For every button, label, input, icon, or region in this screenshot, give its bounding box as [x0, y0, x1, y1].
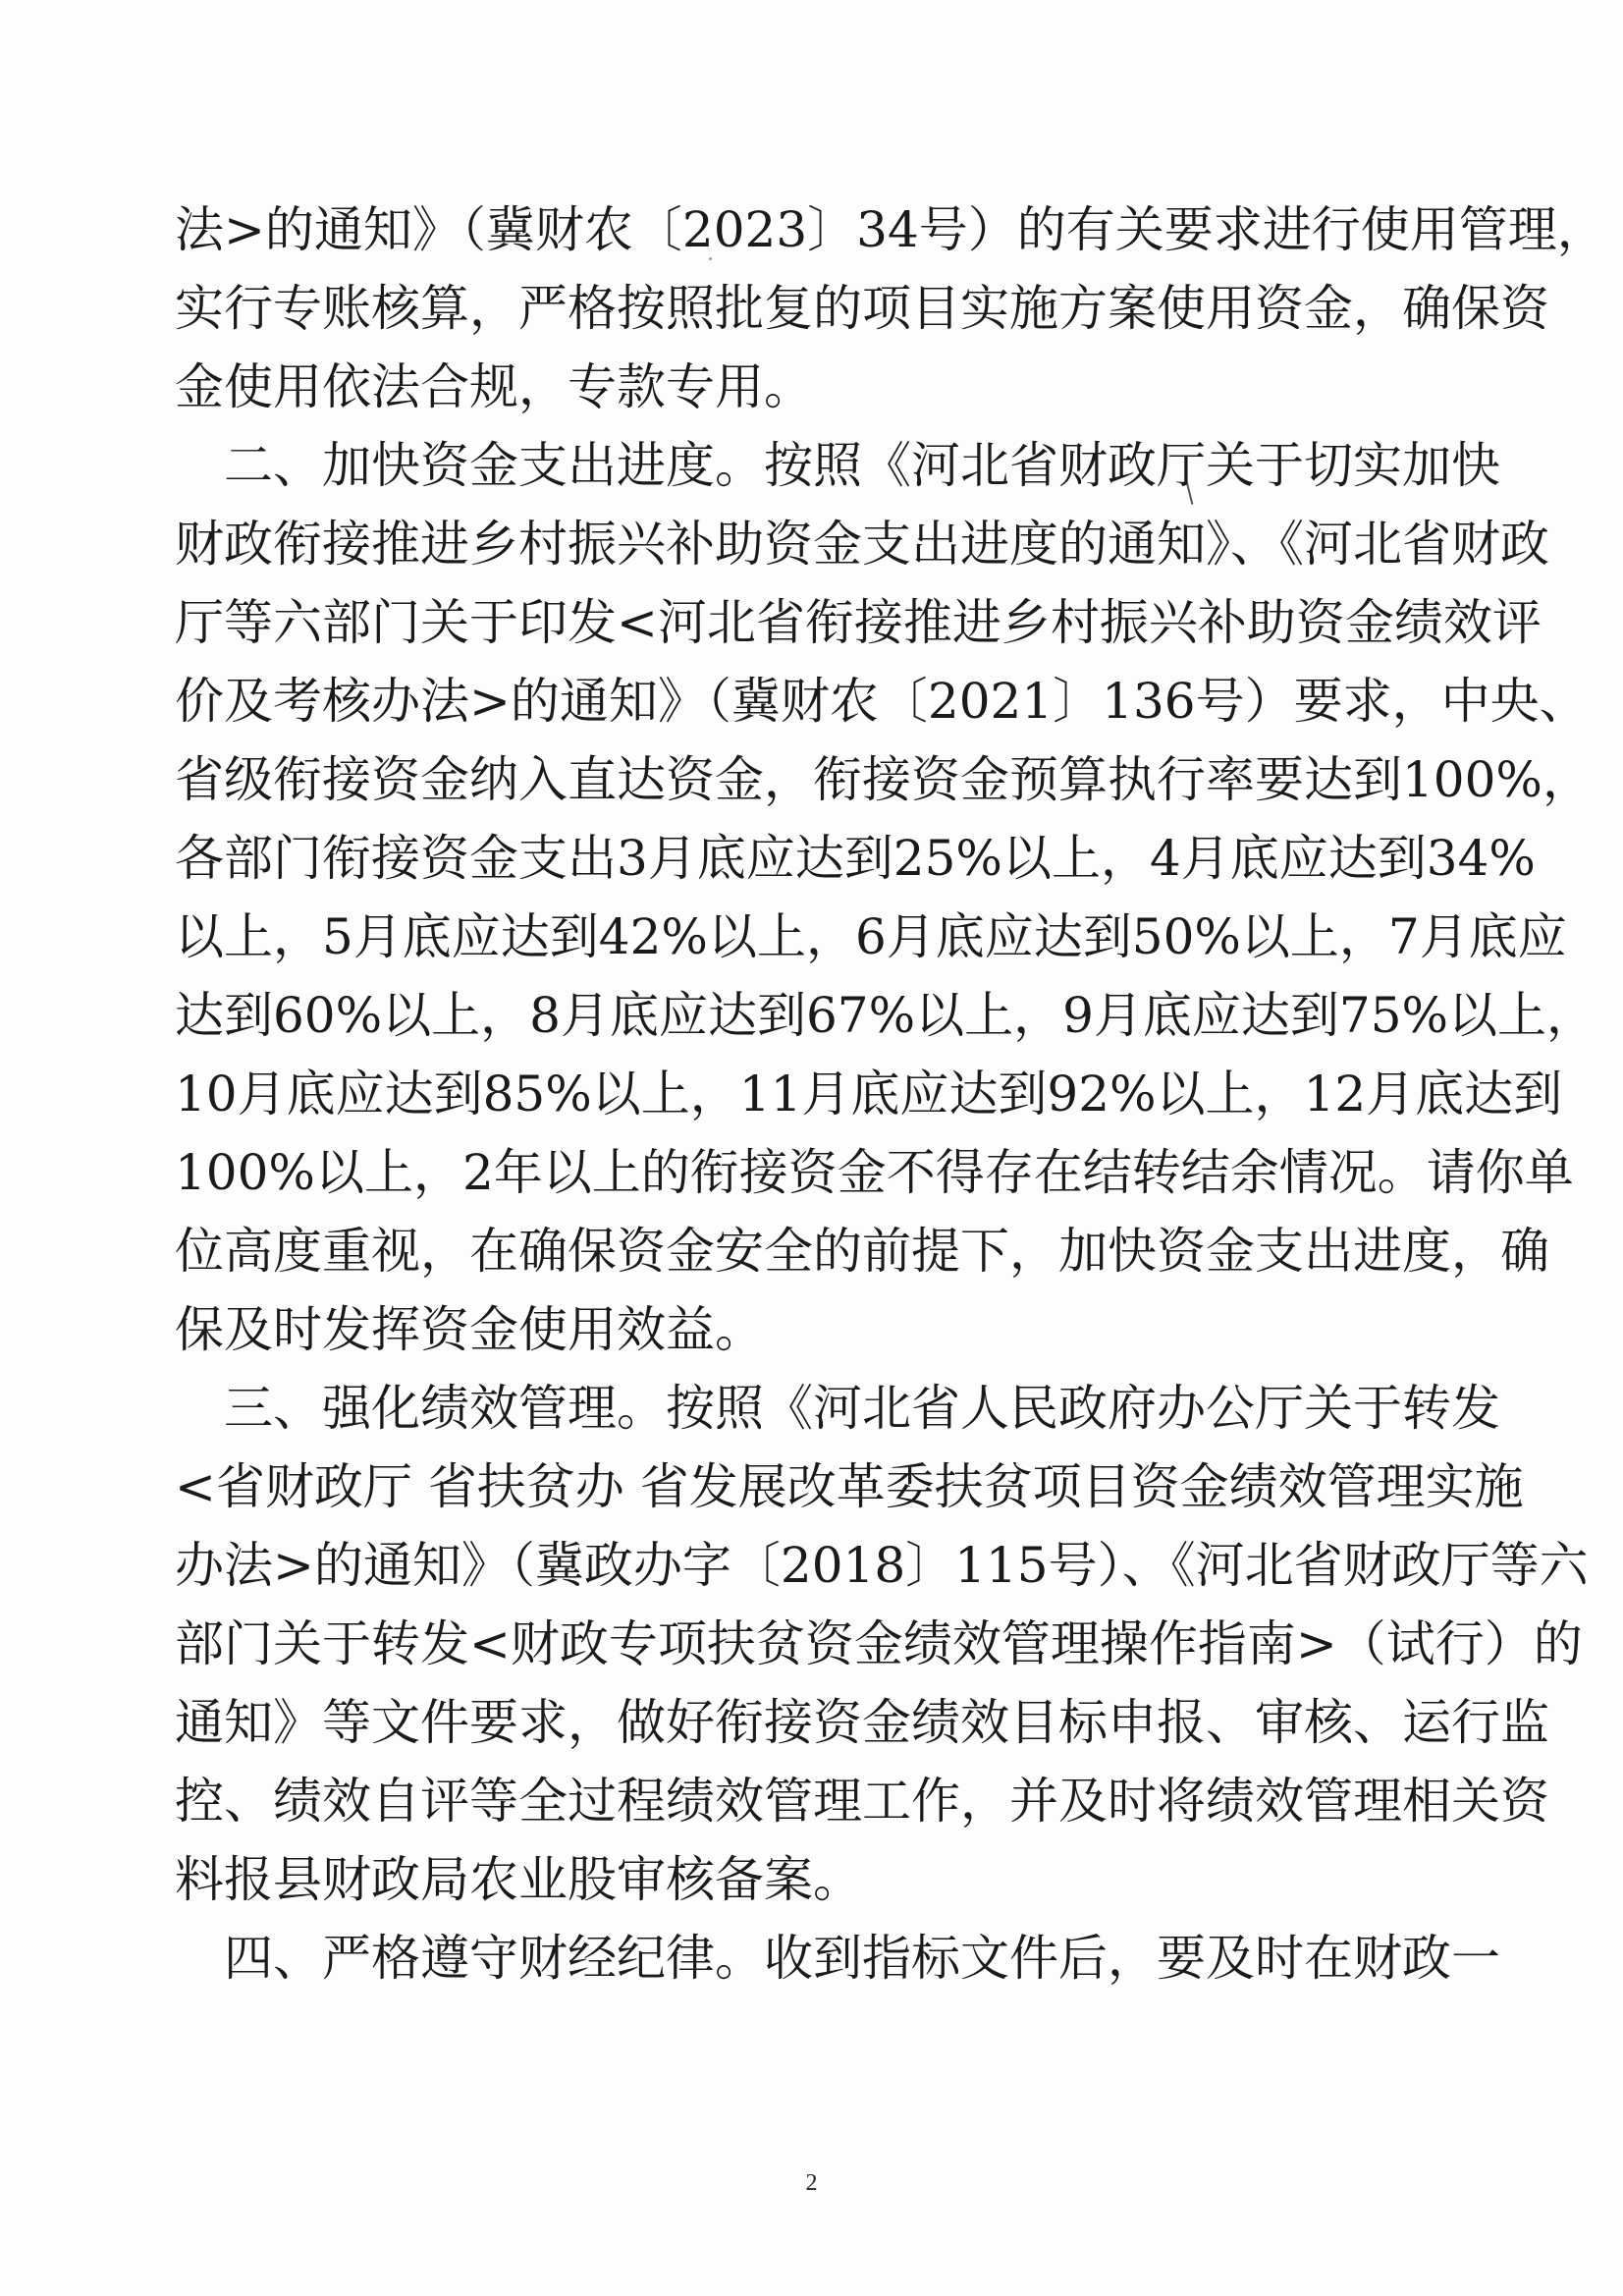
- body-line-11: 达到60%以上，8月底应达到67%以上，9月底应达到75%以上，: [175, 987, 1596, 1044]
- body-line-2: 实行专账核算，严格按照批复的项目实施方案使用资金，确保资: [175, 280, 1549, 337]
- body-line-19: 部门关于转发<财政专项扶贫资金绩效管理操作指南>（试行）的: [175, 1615, 1583, 1672]
- body-line-13: 100%以上，2年以上的衔接资金不得存在结转结余情况。请你单: [175, 1144, 1574, 1201]
- body-line-5: 财政衔接推进乡村振兴补助资金支出进度的通知》、《河北省财政: [175, 516, 1549, 573]
- body-line-12: 10月底应达到85%以上，11月底应达到92%以上，12月底达到: [175, 1066, 1563, 1122]
- body-line-10: 以上，5月底应达到42%以上，6月底应达到50%以上，7月底应: [175, 908, 1567, 965]
- body-line-7: 价及考核办法>的通知》（冀财农〔2021〕136号）要求，中央、: [175, 673, 1589, 730]
- body-line-23: 四、严格遵守财经纪律。收到指标文件后，要及时在财政一: [175, 1930, 1500, 1987]
- body-line-16: 三、强化绩效管理。按照《河北省人民政府办公厅关于转发: [175, 1380, 1500, 1437]
- body-line-3: 金使用依法合规，专款专用。: [175, 358, 813, 415]
- body-line-17: <省财政厅 省扶贫办 省发展改革委扶贫项目资金绩效管理实施: [175, 1458, 1524, 1515]
- body-line-18: 办法>的通知》（冀政办字〔2018〕115号）、《河北省财政厅等六: [175, 1537, 1589, 1594]
- body-line-6: 厅等六部门关于印发<河北省衔接推进乡村振兴补助资金绩效评: [175, 594, 1542, 651]
- body-line-1: 法>的通知》（冀财农〔2023〕34号）的有关要求进行使用管理，: [175, 201, 1606, 258]
- body-line-9: 各部门衔接资金支出3月底应达到25%以上，4月底应达到34%: [175, 830, 1536, 887]
- body-line-20: 通知》等文件要求，做好衔接资金绩效目标申报、审核、运行监: [175, 1694, 1549, 1751]
- body-line-15: 保及时发挥资金使用效益。: [175, 1301, 764, 1358]
- body-line-22: 料报县财政局农业股审核备案。: [175, 1851, 862, 1908]
- body-line-4: 二、加快资金支出进度。按照《河北省财政厅关于切实加快: [175, 437, 1500, 494]
- body-line-21: 控、绩效自评等全过程绩效管理工作，并及时将绩效管理相关资: [175, 1773, 1549, 1830]
- page-number: 2: [805, 2170, 818, 2196]
- body-line-8: 省级衔接资金纳入直达资金，衔接资金预算执行率要达到100%，: [175, 751, 1592, 808]
- body-line-14: 位高度重视，在确保资金安全的前提下，加快资金支出进度，确: [175, 1223, 1549, 1280]
